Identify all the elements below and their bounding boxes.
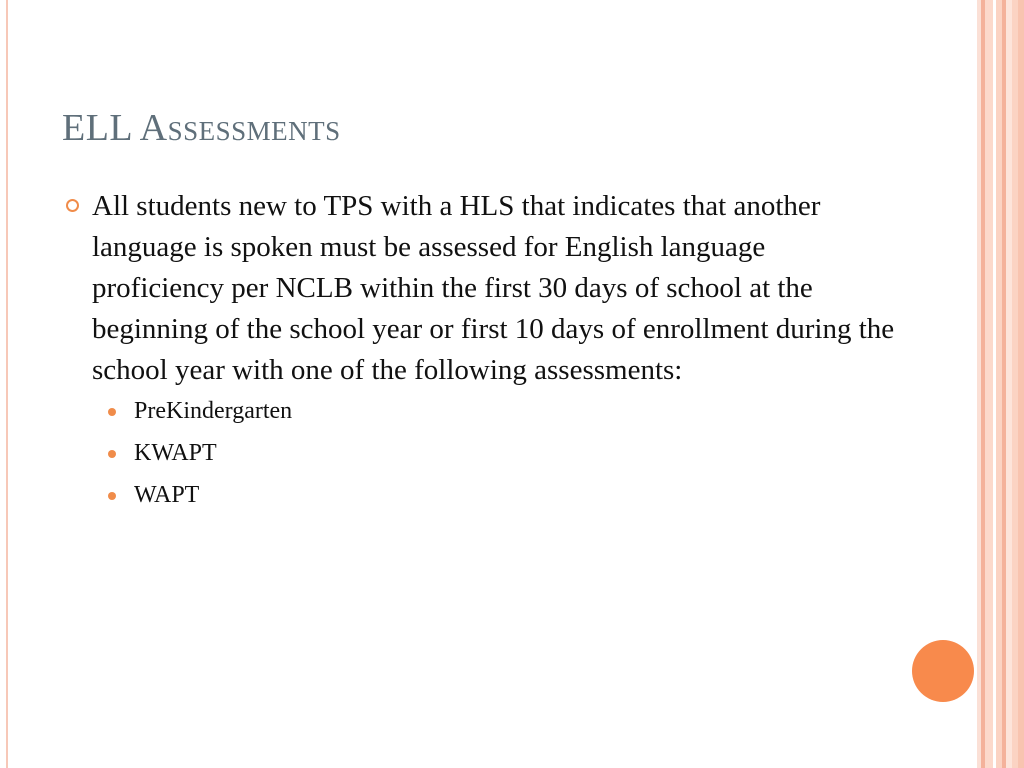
decorative-stripe xyxy=(985,0,993,768)
assessment-list xyxy=(64,397,904,509)
ring-bullet-icon xyxy=(66,199,79,212)
list-item-text: PreKindergarten xyxy=(134,398,293,424)
list-item-text: WAPT xyxy=(134,482,200,508)
list-item xyxy=(108,481,904,509)
main-bullet-text: All students new to TPS with a HLS that indicates that another language is spoken must be assessed for English language proficiency per NCLB within the first 30 days of school at the beginning of the school year or first 10 days of enrollment during the school year with one of the following assessments: xyxy=(92,190,895,386)
dot-bullet-icon xyxy=(108,408,116,416)
list-item-text: KWAPT xyxy=(134,440,217,466)
dot-bullet-icon xyxy=(108,450,116,458)
slide-title: ELL Assessments xyxy=(62,107,341,149)
slide-body xyxy=(64,186,904,523)
dot-bullet-icon xyxy=(108,492,116,500)
decorative-stripe xyxy=(1018,0,1024,768)
left-border-line xyxy=(6,0,8,768)
main-bullet xyxy=(64,186,904,391)
list-item xyxy=(108,397,904,425)
decorative-circle-icon xyxy=(912,640,974,702)
list-item xyxy=(108,439,904,467)
